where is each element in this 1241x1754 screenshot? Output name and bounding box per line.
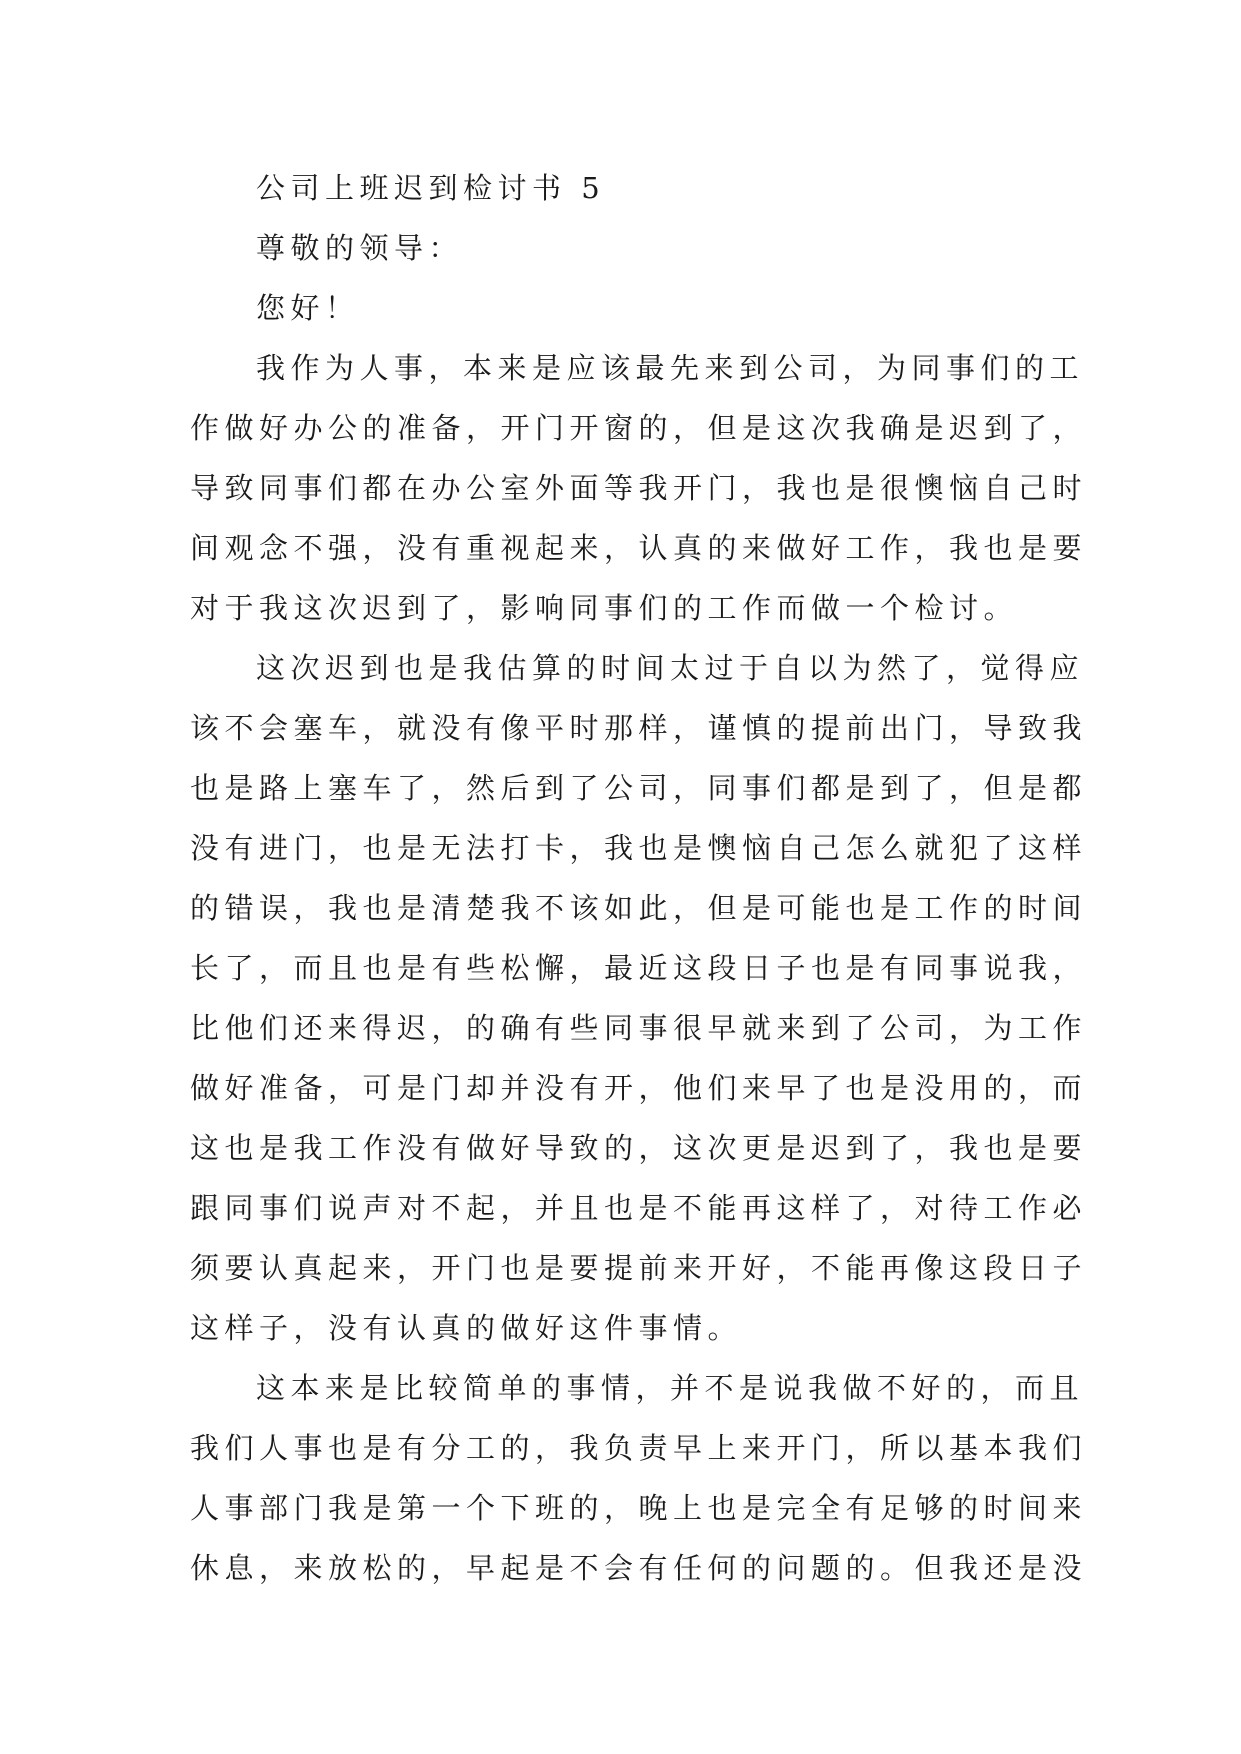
- paragraph-line: 跟同事们说声对不起，并且也是不能再这样了，对待工作必: [190, 1191, 1088, 1225]
- paragraph-line: 我们人事也是有分工的，我负责早上来开门，所以基本我们: [190, 1431, 1088, 1465]
- paragraph-line: 也是路上塞车了，然后到了公司，同事们都是到了，但是都: [190, 771, 1088, 805]
- document-title: 公司上班迟到检讨书 5: [256, 171, 606, 205]
- paragraph-line: 我作为人事，本来是应该最先来到公司，为同事们的工: [256, 351, 1085, 385]
- paragraph-line: 比他们还来得迟，的确有些同事很早就来到了公司，为工作: [190, 1011, 1088, 1045]
- paragraph-line: 须要认真起来，开门也是要提前来开好，不能再像这段日子: [190, 1251, 1088, 1285]
- paragraph-line: 这次迟到也是我估算的时间太过于自以为然了，觉得应: [256, 651, 1085, 685]
- paragraph-line: 的错误，我也是清楚我不该如此，但是可能也是工作的时间: [190, 891, 1088, 925]
- paragraph-line: 这也是我工作没有做好导致的，这次更是迟到了，我也是要: [190, 1131, 1088, 1165]
- paragraph-3: [190, 1358, 1088, 1598]
- greeting: 您好！: [256, 291, 360, 325]
- paragraph-line: 对于我这次迟到了，影响同事们的工作而做一个检讨。: [190, 591, 1019, 625]
- paragraph-line: 这样子，没有认真的做好这件事情。: [190, 1311, 743, 1345]
- paragraph-1: [190, 338, 1088, 638]
- paragraph-line: 没有进门，也是无法打卡，我也是懊恼自己怎么就犯了这样: [190, 831, 1088, 865]
- paragraph-line: 该不会塞车，就没有像平时那样，谨慎的提前出门，导致我: [190, 711, 1088, 745]
- paragraph-line: 导致同事们都在办公室外面等我开门，我也是很懊恼自己时: [190, 471, 1088, 505]
- paragraph-line: 休息，来放松的，早起是不会有任何的问题的。但我还是没: [190, 1551, 1088, 1585]
- paragraph-line: 长了，而且也是有些松懈，最近这段日子也是有同事说我，: [190, 951, 1088, 985]
- salutation: 尊敬的领导：: [256, 231, 464, 265]
- document-body: [190, 158, 1088, 1598]
- paragraph-2: [190, 638, 1088, 1358]
- paragraph-line: 人事部门我是第一个下班的，晚上也是完全有足够的时间来: [190, 1491, 1088, 1525]
- paragraph-line: 做好准备，可是门却并没有开，他们来早了也是没用的，而: [190, 1071, 1088, 1105]
- paragraph-line: 间观念不强，没有重视起来，认真的来做好工作，我也是要: [190, 531, 1088, 565]
- paragraph-line: 作做好办公的准备，开门开窗的，但是这次我确是迟到了，: [190, 411, 1088, 445]
- paragraph-line: 这本来是比较简单的事情，并不是说我做不好的，而且: [256, 1371, 1085, 1405]
